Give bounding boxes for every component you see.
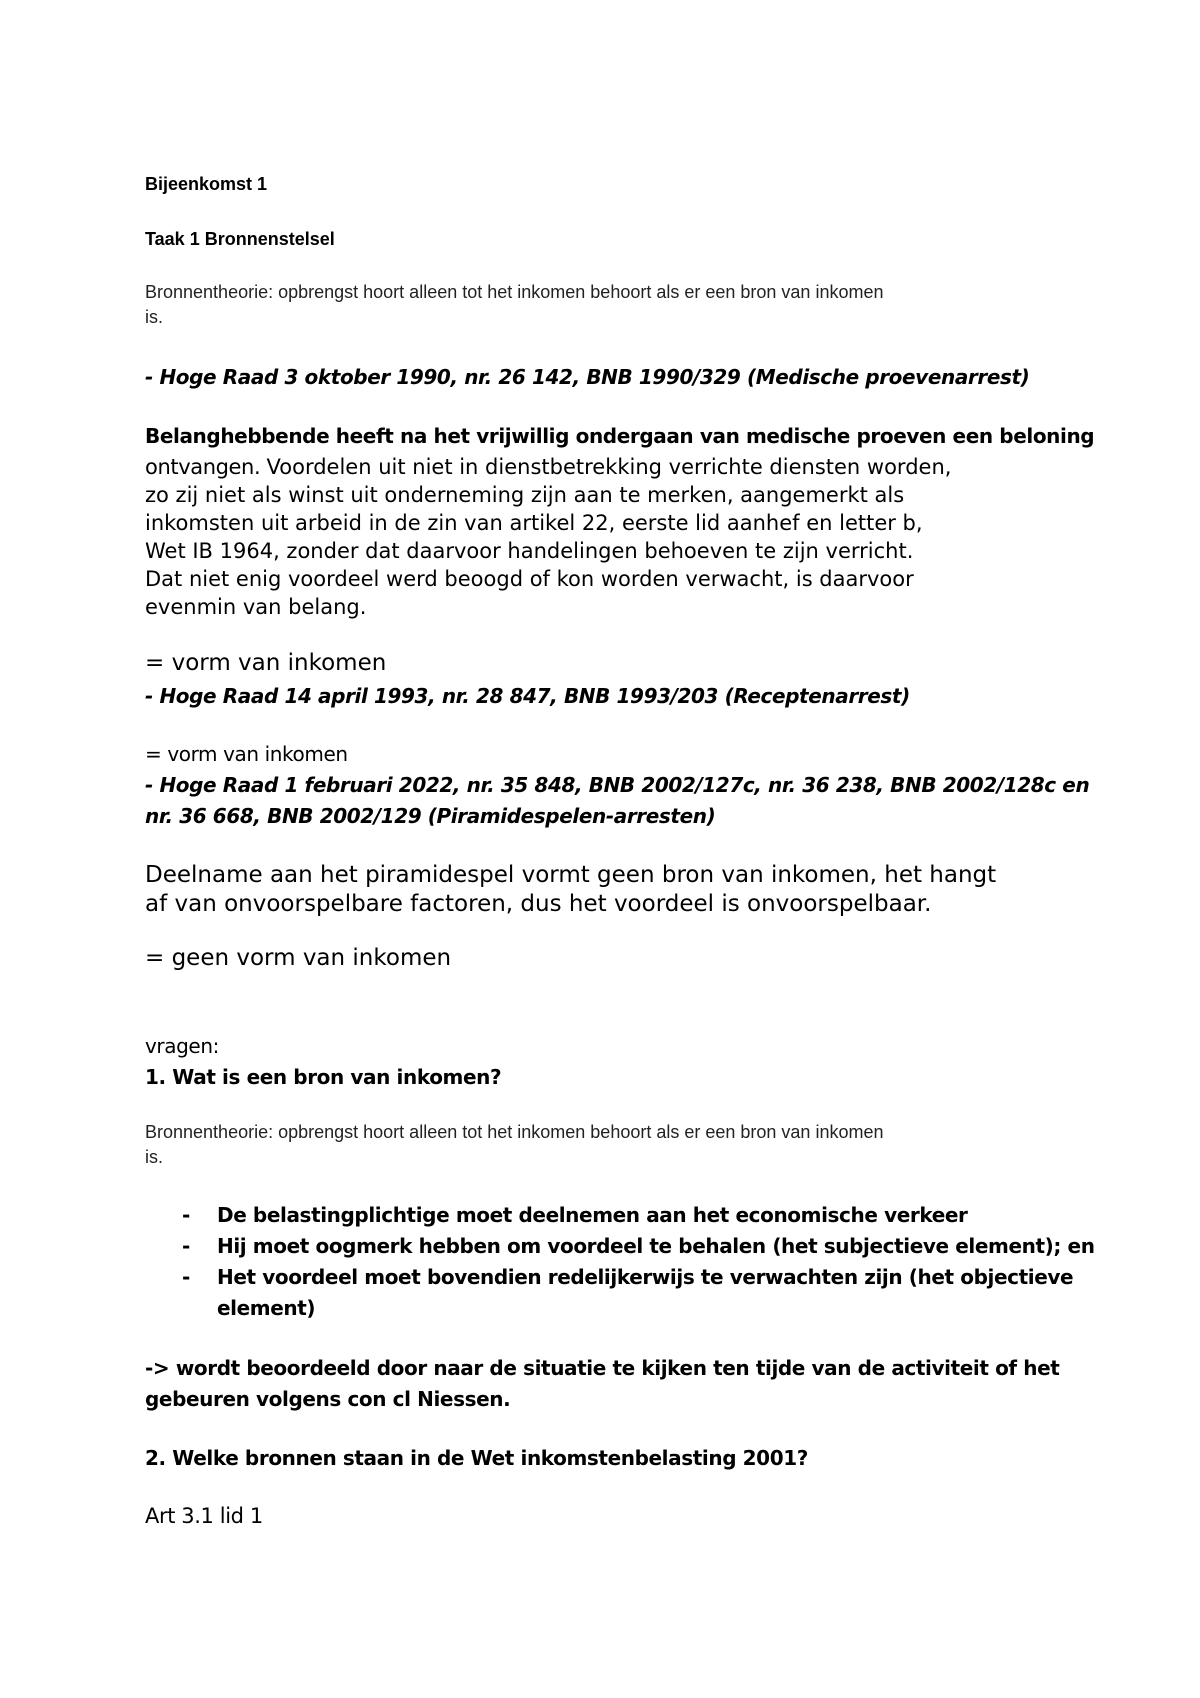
case3-body-line-2: af van onvoorspelbare factoren, dus het voordeel is onvoorspelbaar.: [145, 891, 932, 917]
arrow-note-line-2: gebeuren volgens con cl Niessen.: [145, 1387, 511, 1411]
case1-body-line-5: Dat niet enig voordeel werd beoogd of kon worden verwacht, is daarvoor: [145, 567, 914, 591]
intro-line-2: is.: [145, 307, 163, 327]
case1-lead: Belanghebbende heeft na het vrijwillig ondergaan van medische proeven een beloning: [145, 424, 1095, 448]
case1-body-line-3: inkomsten uit arbeid in de zin van artikel 22, eerste lid aanhef en letter b,: [145, 511, 923, 535]
case3-body-line-1: Deelname aan het piramidespel vormt geen bron van inkomen, het hangt: [145, 862, 997, 888]
case1-body-line-1: [145, 455, 951, 479]
list-item-continuation: element): [217, 1296, 316, 1320]
case2-conclusion: = vorm van inkomen: [145, 742, 348, 766]
question-2: 2. Welke bronnen staan in de Wet inkomstenbelasting 2001?: [145, 1446, 808, 1470]
case1-conclusion: = vorm van inkomen: [145, 650, 387, 676]
article-reference: Art 3.1 lid 1: [145, 1504, 263, 1528]
case1-title: - Hoge Raad 3 oktober 1990, nr. 26 142, BNB 1990/329 (Medische proevenarrest): [145, 365, 1030, 389]
intro-line-1: Bronnentheorie: opbrengst hoort alleen tot het inkomen behoort als er een bron van inkomen: [145, 282, 884, 302]
list-item: De belastingplichtige moet deelnemen aan het economische verkeer: [217, 1203, 968, 1227]
case3-title-line-1: - Hoge Raad 1 februari 2022, nr. 35 848, BNB 2002/127c, nr. 36 238, BNB 2002/128c en: [145, 773, 1090, 797]
case1-body-line-2: zo zij niet als winst uit onderneming zijn aan te merken, aangemerkt als: [145, 483, 905, 507]
case1-body-line-4: Wet IB 1964, zonder dat daarvoor handelingen behoeven te zijn verricht.: [145, 539, 914, 563]
case1-body-ontvangen: ontvangen.: [145, 455, 261, 479]
list-bullet: -: [182, 1234, 191, 1258]
case1-body-line-1-rest: Voordelen uit niet in dienstbetrekking verrichte diensten worden,: [266, 455, 952, 479]
questions-label: vragen:: [145, 1034, 219, 1058]
document-heading: Bijeenkomst 1: [145, 174, 268, 194]
question-1-answer-line-1: Bronnentheorie: opbrengst hoort alleen tot het inkomen behoort als er een bron van inkomen: [145, 1122, 884, 1142]
list-bullet: -: [182, 1265, 191, 1289]
question-1: 1. Wat is een bron van inkomen?: [145, 1065, 502, 1089]
case2-title: - Hoge Raad 14 april 1993, nr. 28 847, BNB 1993/203 (Receptenarrest): [145, 684, 910, 708]
arrow-note-line-1: -> wordt beoordeeld door naar de situatie te kijken ten tijde van de activiteit of het: [145, 1356, 1060, 1380]
task-title: Taak 1 Bronnenstelsel: [145, 229, 335, 249]
case3-title-line-2: nr. 36 668, BNB 2002/129 (Piramidespelen-arresten): [145, 804, 716, 828]
case3-conclusion: = geen vorm van inkomen: [145, 945, 452, 971]
list-bullet: -: [182, 1203, 191, 1227]
case1-body-line-6: evenmin van belang.: [145, 595, 367, 619]
list-item: Hij moet oogmerk hebben om voordeel te behalen (het subjectieve element); en: [217, 1234, 1095, 1258]
list-item: Het voordeel moet bovendien redelijkerwijs te verwachten zijn (het objectieve: [217, 1265, 1074, 1289]
question-1-answer-line-2: is.: [145, 1147, 163, 1167]
